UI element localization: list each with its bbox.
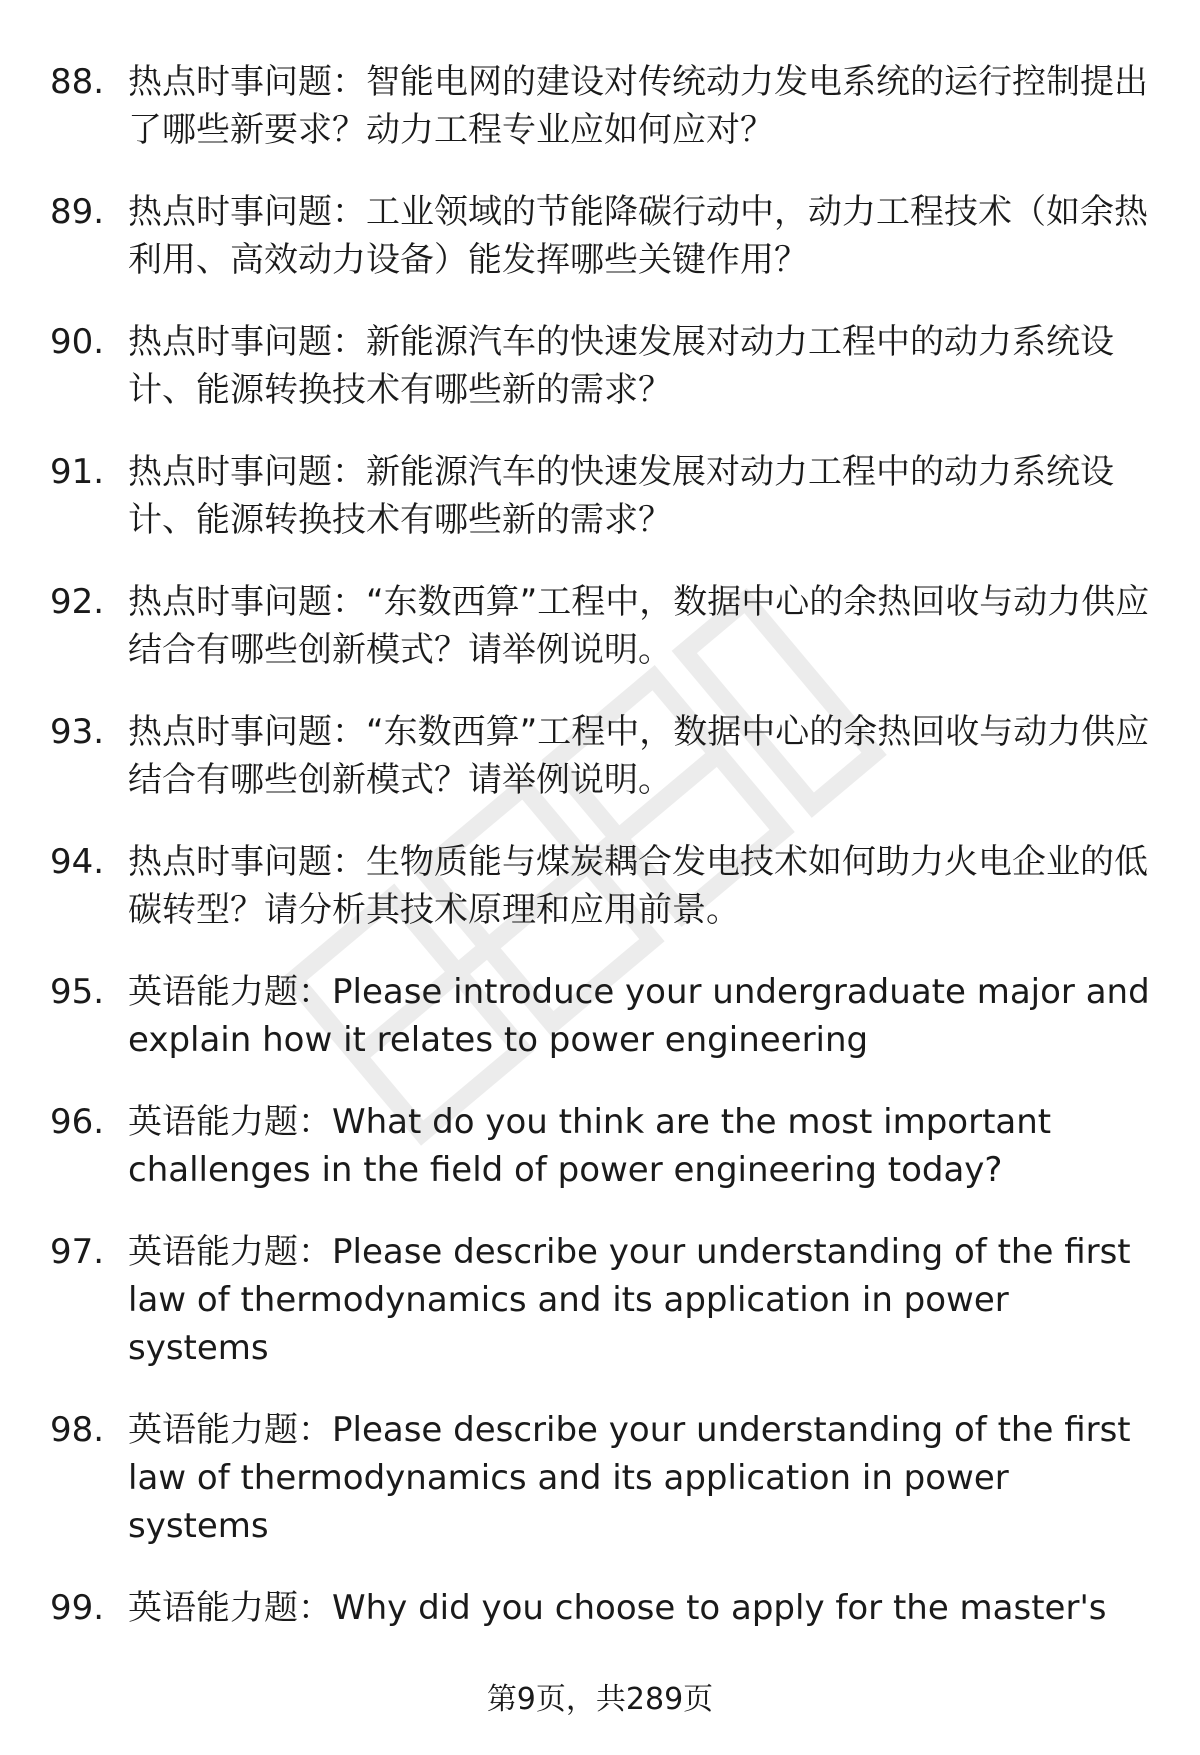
question-text: 英语能力题：What do you think are the most important challenges in the field of power engineering today? bbox=[128, 1102, 1052, 1190]
question-text: 热点时事问题：智能电网的建设对传统动力发电系统的运行控制提出了哪些新要求？动力工程专业应如何应对？ bbox=[128, 62, 1148, 150]
question-item bbox=[50, 318, 1160, 414]
question-item bbox=[50, 708, 1160, 804]
question-number: 96. bbox=[50, 1102, 105, 1142]
question-text: 英语能力题：Why did you choose to apply for the master's bbox=[128, 1588, 1107, 1628]
question-number: 94. bbox=[50, 842, 105, 882]
question-number: 91. bbox=[50, 452, 105, 492]
question-number: 97. bbox=[50, 1232, 105, 1272]
question-number: 92. bbox=[50, 582, 105, 622]
question-text: 热点时事问题：生物质能与煤炭耦合发电技术如何助力火电企业的低碳转型？请分析其技术原理和应用前景。 bbox=[128, 842, 1148, 930]
question-item bbox=[50, 1584, 1160, 1632]
question-list bbox=[50, 58, 1160, 1666]
question-text: 热点时事问题：“东数西算”工程中，数据中心的余热回收与动力供应结合有哪些创新模式？请举例说明。 bbox=[128, 582, 1150, 670]
question-item bbox=[50, 1228, 1160, 1372]
question-number: 89. bbox=[50, 192, 105, 232]
question-item bbox=[50, 1406, 1160, 1550]
question-number: 90. bbox=[50, 322, 105, 362]
question-text: 热点时事问题：新能源汽车的快速发展对动力工程中的动力系统设计、能源转换技术有哪些新的需求？ bbox=[128, 322, 1114, 410]
question-text: 热点时事问题：工业领域的节能降碳行动中，动力工程技术（如余热利用、高效动力设备）能发挥哪些关键作用？ bbox=[128, 192, 1148, 280]
question-text: 英语能力题：Please describe your understanding of the first law of thermodynamics and its application in power systems bbox=[128, 1232, 1131, 1368]
question-text: 热点时事问题：“东数西算”工程中，数据中心的余热回收与动力供应结合有哪些创新模式？请举例说明。 bbox=[128, 712, 1150, 800]
question-item bbox=[50, 578, 1160, 674]
question-text: 英语能力题：Please introduce your undergraduate major and explain how it relates to power engineering bbox=[128, 972, 1150, 1060]
question-number: 88. bbox=[50, 62, 105, 102]
question-item bbox=[50, 188, 1160, 284]
question-item bbox=[50, 968, 1160, 1064]
question-item bbox=[50, 1098, 1160, 1194]
question-text: 热点时事问题：新能源汽车的快速发展对动力工程中的动力系统设计、能源转换技术有哪些新的需求？ bbox=[128, 452, 1114, 540]
question-number: 98. bbox=[50, 1410, 105, 1450]
question-text: 英语能力题：Please describe your understanding of the first law of thermodynamics and its application in power systems bbox=[128, 1410, 1131, 1546]
page-footer: 第9页，共289页 bbox=[486, 1682, 714, 1717]
question-number: 95. bbox=[50, 972, 105, 1012]
question-number: 93. bbox=[50, 712, 105, 752]
question-item bbox=[50, 448, 1160, 544]
question-number: 99. bbox=[50, 1588, 105, 1628]
question-item bbox=[50, 58, 1160, 154]
question-item bbox=[50, 838, 1160, 934]
